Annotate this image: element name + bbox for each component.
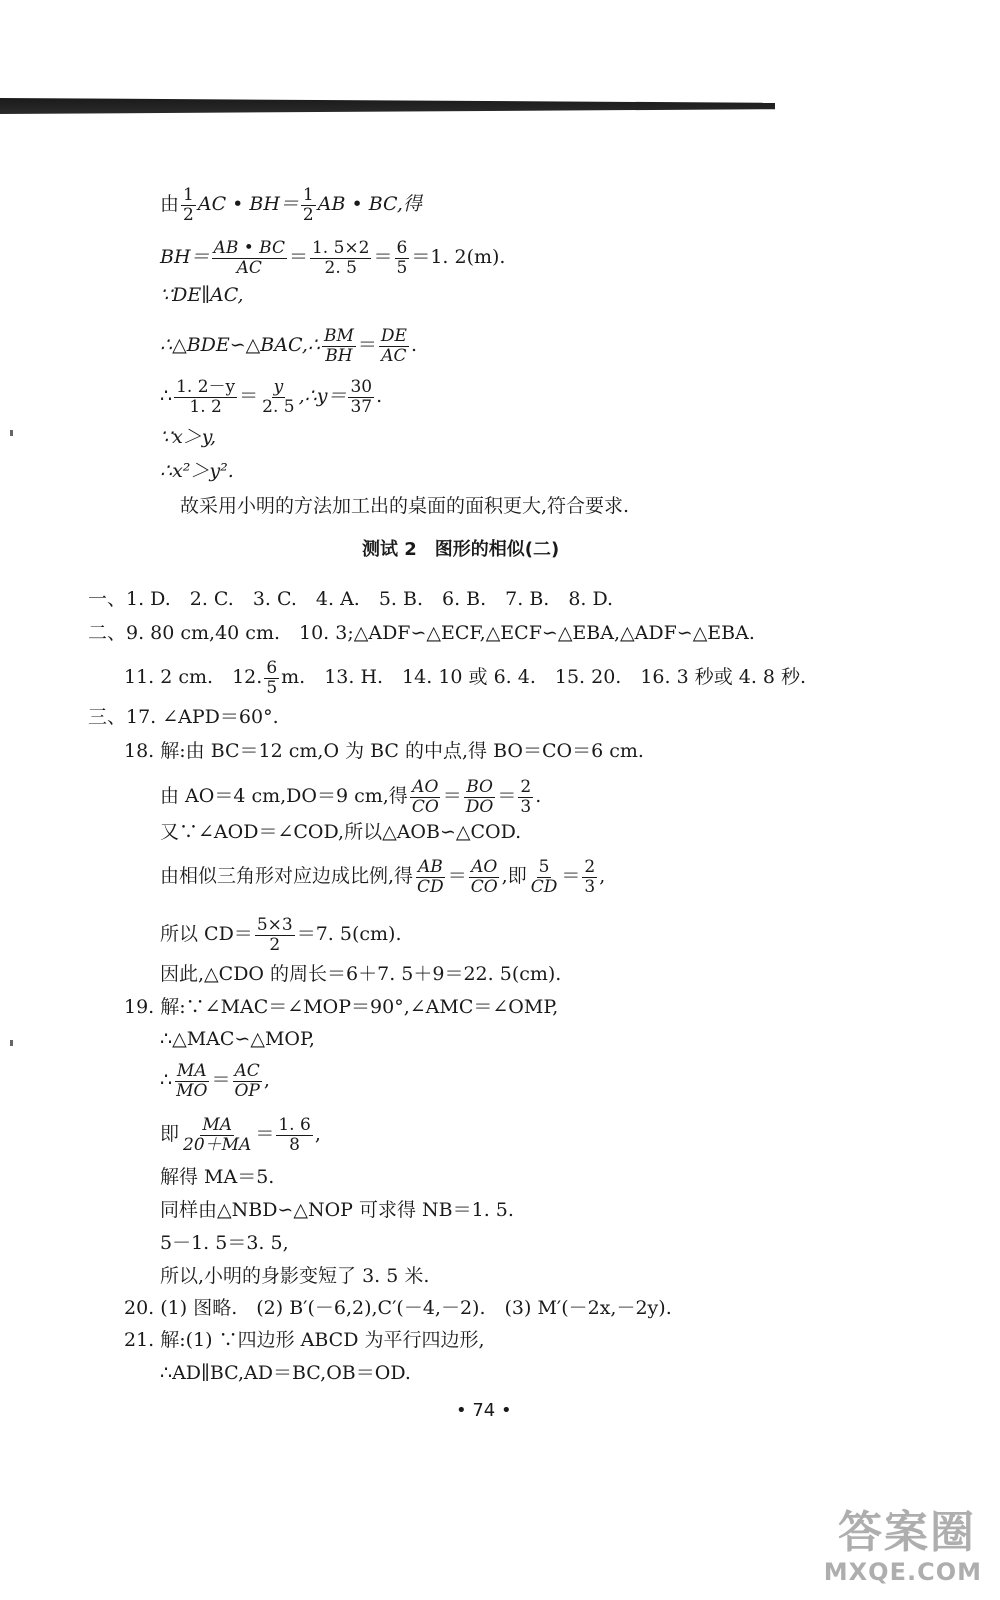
fraction: $\frac{1}{2}$ bbox=[183, 185, 194, 225]
q19-line-2: ∴△MAC∽△MOP, bbox=[160, 1028, 315, 1050]
q21-line-1: 21. 解:(1) ∵四边形 ABCD 为平行四边形, bbox=[124, 1329, 485, 1351]
page-number: • 74 • bbox=[456, 1400, 512, 1421]
q18-line-3: 又∵∠AOD＝∠COD,所以△AOB∽△COD. bbox=[160, 821, 522, 843]
answers-part-2: 二、9. 80 cm,40 cm. 10. 3;△ADF∽△ECF,△ECF∽△EBA,△ADF∽△EBA. bbox=[88, 622, 755, 644]
q20-answer: 20. (1) 图略. (2) B′(－6,2),C′(－4,－2). (3) M′(－2x,－2y). bbox=[124, 1297, 672, 1319]
solution-line-6: ∵x＞y, bbox=[160, 426, 217, 448]
solution-line-1: 由 $\frac{1}{2}$ AC • BH＝ $\frac{1}{2}$ AB • BC,得 bbox=[160, 185, 422, 225]
q19-line-5: 解得 MA＝5. bbox=[160, 1166, 275, 1188]
solution-line-7: ∴x²＞y². bbox=[160, 460, 234, 482]
q19-line-3: ∴ $\frac{MA}{MO}$ ＝ $\frac{AC}{OP}$ , bbox=[160, 1061, 270, 1101]
scan-speck bbox=[10, 430, 13, 436]
fraction: $\frac{1}{2}$ bbox=[302, 185, 314, 225]
answers-part-2-cont: 11. 2 cm. 12. $\frac{6}{5}$ m. 13. H. 14. 10 或 6. 4. 15. 20. 16. 3 秒或 4. 8 秒. bbox=[124, 658, 807, 698]
solution-conclusion: 故采用小明的方法加工出的桌面的面积更大,符合要求. bbox=[180, 495, 630, 517]
q18-line-5: 所以 CD＝ $\frac{5\times 3}{2}$ ＝7. 5(cm). bbox=[160, 915, 402, 955]
q18-line-2: 由 AO＝4 cm,DO＝9 cm,得 $\frac{AO}{CO}$ ＝ $\frac{BO}{DO}$ ＝ $\frac{2}{3}$ . bbox=[160, 777, 542, 817]
watermark-url: MXQE.COM bbox=[823, 1558, 982, 1586]
watermark-logo bbox=[812, 1496, 982, 1586]
solution-line-4: ∴△BDE∽△BAC,∴ $\frac{BM}{BH}$ ＝ $\frac{DE}{AC}$ . bbox=[160, 326, 417, 366]
q19-line-6: 同样由△NBD∽△NOP 可求得 NB＝1. 5. bbox=[160, 1199, 514, 1221]
section-title: 测试 2 图形的相似(二) bbox=[362, 539, 560, 560]
q19-line-7: 5－1. 5＝3. 5, bbox=[160, 1232, 289, 1254]
answers-part-3: 三、17. ∠APD＝60°. bbox=[88, 706, 279, 728]
q19-line-1: 19. 解:∵∠MAC＝∠MOP＝90°,∠AMC＝∠OMP, bbox=[124, 996, 559, 1018]
solution-line-2: BH＝ $\frac{AB • BC}{AC}$ ＝ $\frac{1. 5\times 2}{2. 5}$ ＝ $\frac{6}{5}$ ＝1. 2(m). bbox=[160, 238, 506, 278]
q19-line-4: 即 $\frac{MA}{20+MA}$ ＝ $\frac{1. 6}{8}$ , bbox=[160, 1115, 321, 1155]
q18-line-1: 18. 解:由 BC＝12 cm,O 为 BC 的中点,得 BO＝CO＝6 cm. bbox=[124, 740, 644, 762]
q21-line-2: ∴AD∥BC,AD＝BC,OB＝OD. bbox=[160, 1362, 411, 1384]
answers-part-1: 一、1. D. 2. C. 3. C. 4. A. 5. B. 6. B. 7. B. 8. D. bbox=[88, 588, 614, 610]
scan-speck bbox=[10, 1040, 13, 1046]
solution-line-5: ∴ $\frac{1. 2-y}{1. 2}$ ＝ $\frac{y}{2. 5}$ ,∴y＝ $\frac{30}{37}$ . bbox=[160, 377, 383, 417]
header-rule bbox=[0, 98, 775, 114]
solution-line-3: ∵DE∥AC, bbox=[160, 284, 244, 306]
q18-line-6: 因此,△CDO 的周长＝6＋7. 5＋9＝22. 5(cm). bbox=[160, 963, 562, 985]
q18-line-4: 由相似三角形对应边成比例,得 $\frac{AB}{CD}$ ＝ $\frac{AO}{CO}$ ,即 $\frac{5}{CD}$ ＝ $\frac{2}{3}$ , bbox=[160, 857, 606, 897]
watermark-text: 答案圈 bbox=[838, 1507, 976, 1558]
q19-line-8: 所以,小明的身影变短了 3. 5 米. bbox=[160, 1265, 430, 1287]
